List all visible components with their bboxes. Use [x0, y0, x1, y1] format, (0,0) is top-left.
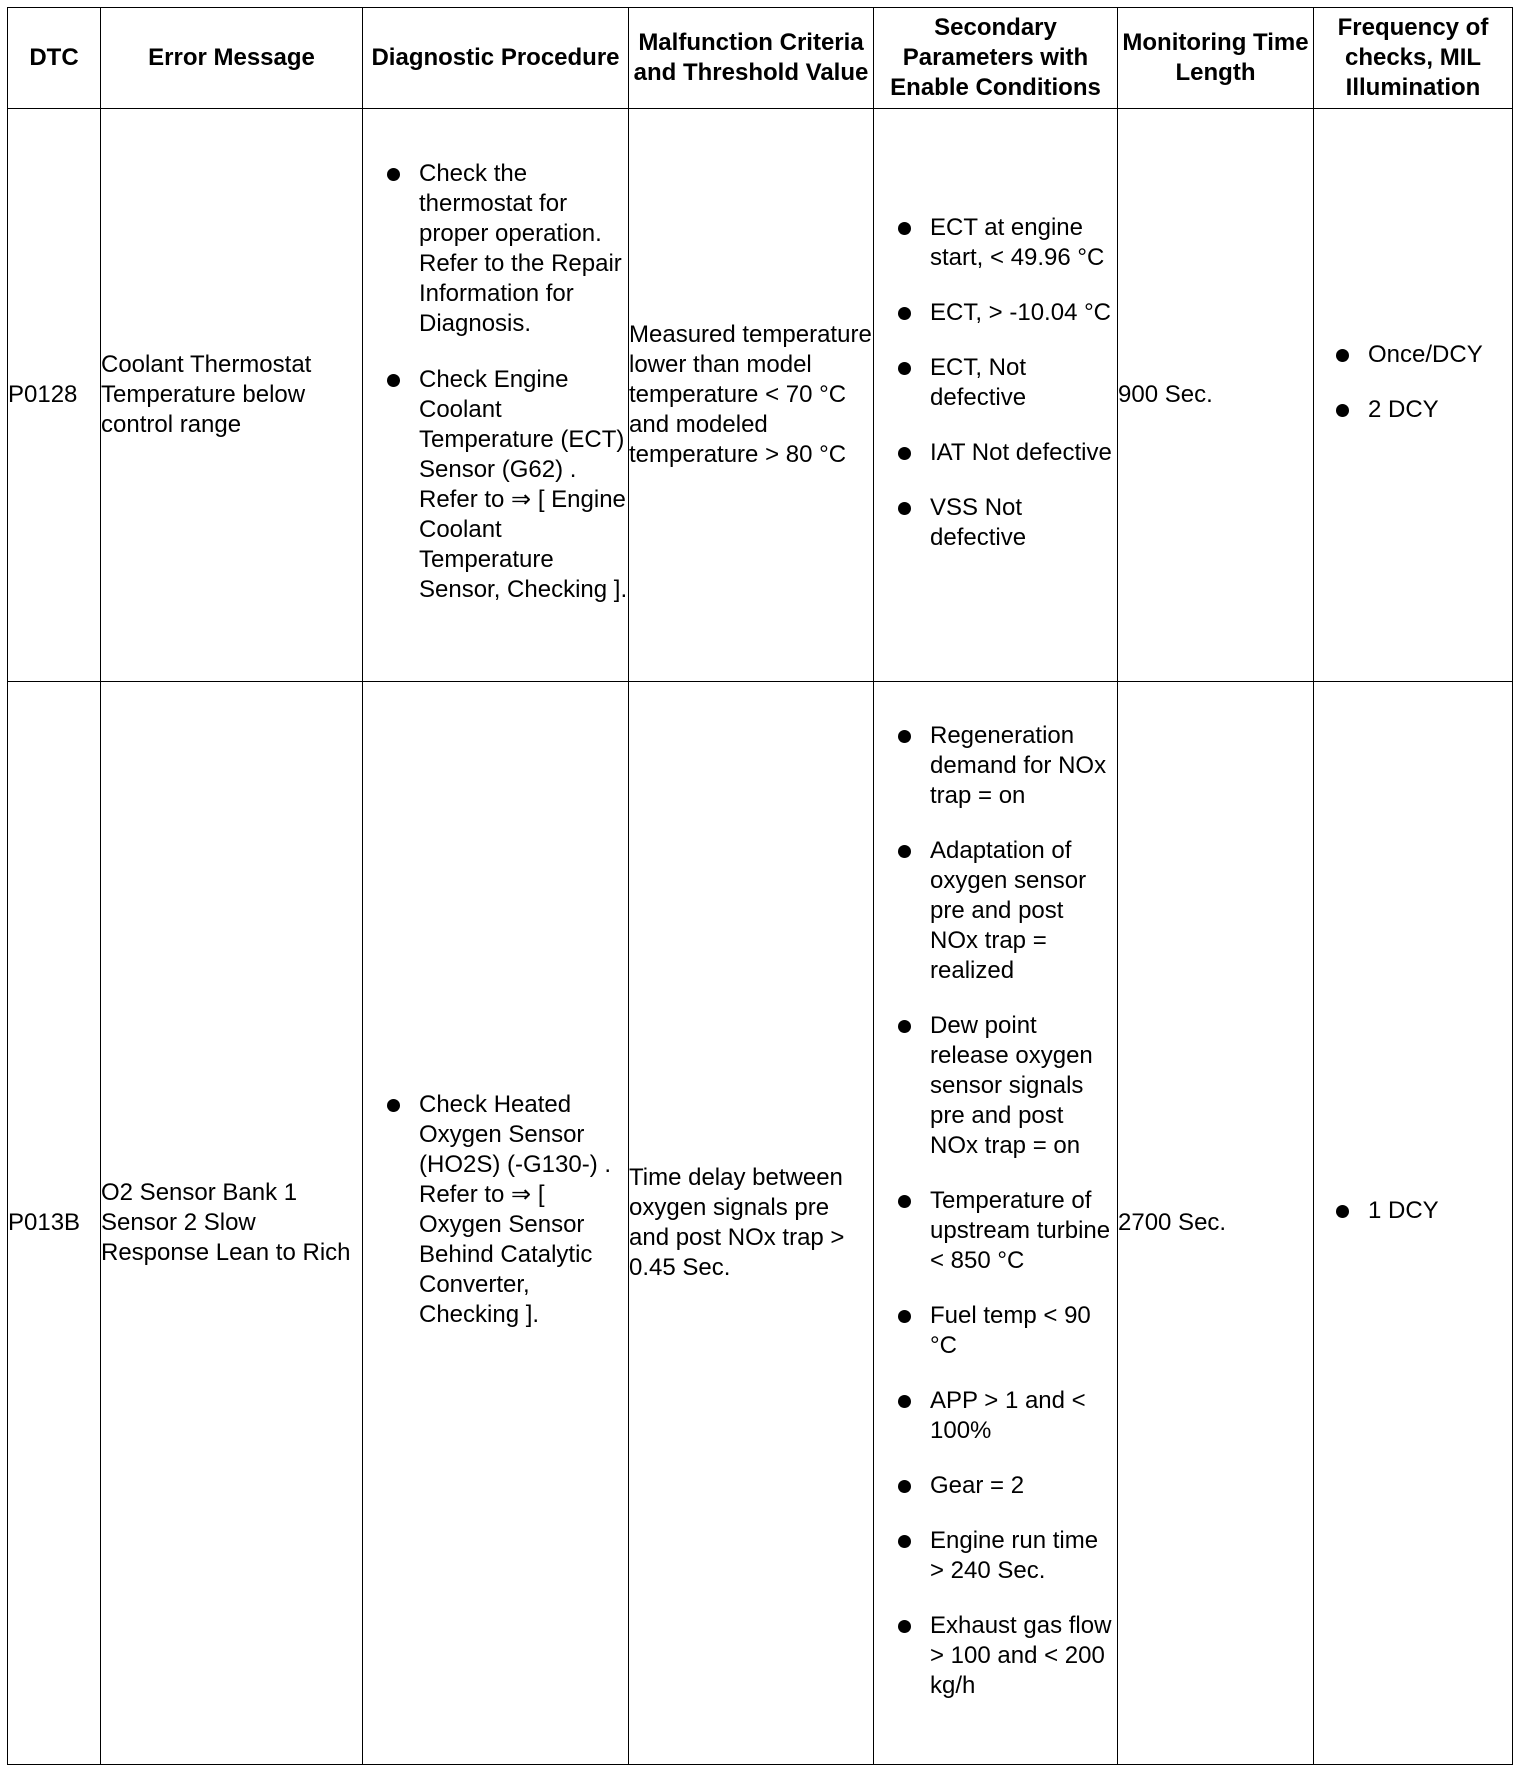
monitoring-time: 900 Sec.: [1118, 109, 1314, 682]
dtc-code: P013B: [8, 682, 101, 1765]
secondary-item: [898, 1011, 1117, 1161]
bullet-icon: [898, 1535, 911, 1548]
header-frequency: Frequency of checks, MIL Illumination: [1314, 8, 1513, 109]
bullet-icon: [898, 1310, 911, 1323]
header-secondary-parameters: Secondary Parameters with Enable Conditions: [874, 8, 1118, 109]
secondary-text: Temperature of upstream turbine < 850 °C: [930, 1186, 1111, 1274]
secondary-item: [898, 1471, 1117, 1501]
frequency: [1314, 109, 1513, 682]
bullet-icon: [1336, 404, 1349, 417]
diagnostic-procedure: [363, 109, 629, 682]
bullet-icon: [898, 1480, 911, 1493]
table-row: [8, 682, 1513, 1765]
frequency-text: 2 DCY: [1368, 396, 1439, 423]
secondary-item: [898, 1186, 1117, 1276]
secondary-text: Regeneration demand for NOx trap = on: [930, 721, 1107, 809]
procedure-list: [363, 159, 628, 605]
error-message: Coolant Thermostat Temperature below control range: [101, 109, 363, 682]
bullet-icon: [898, 1620, 911, 1633]
malfunction-criteria: Time delay between oxygen signals pre and post NOx trap > 0.45 Sec.: [629, 682, 874, 1765]
secondary-item: [898, 1611, 1117, 1701]
secondary-parameters: [874, 682, 1118, 1765]
secondary-text: APP > 1 and < 100%: [930, 1386, 1086, 1444]
bullet-icon: [1336, 1205, 1349, 1218]
frequency-text: Once/DCY: [1368, 341, 1483, 368]
secondary-text: Adaptation of oxygen sensor pre and post NOx trap = realized: [930, 836, 1087, 984]
secondary-text: ECT, > -10.04 °C: [930, 298, 1112, 326]
frequency-text: 1 DCY: [1368, 1196, 1439, 1224]
secondary-item: [898, 353, 1117, 413]
error-message: O2 Sensor Bank 1 Sensor 2 Slow Response Lean to Rich: [101, 682, 363, 1765]
dtc-code: P0128: [8, 109, 101, 682]
bullet-icon: [898, 730, 911, 743]
header-row: [8, 8, 1513, 109]
secondary-item: [898, 721, 1117, 811]
bullet-icon: [898, 1395, 911, 1408]
secondary-item: [898, 836, 1117, 986]
bullet-icon: [898, 447, 911, 460]
secondary-text: ECT, Not defective: [930, 353, 1027, 411]
header-error-message: Error Message: [101, 8, 363, 109]
secondary-text: IAT Not defective: [930, 438, 1112, 466]
secondary-item: [898, 213, 1117, 273]
procedure-item: [387, 159, 628, 339]
diagnostic-procedure: [363, 682, 629, 1765]
frequency-list: [1314, 1196, 1512, 1226]
secondary-item: [898, 493, 1117, 553]
secondary-text: Gear = 2: [930, 1471, 1025, 1499]
bullet-icon: [898, 1020, 911, 1033]
secondary-item: [898, 1386, 1117, 1446]
procedure-list: [363, 1090, 628, 1330]
table-row: [8, 109, 1513, 682]
bullet-icon: [387, 168, 400, 181]
secondary-parameters: [874, 109, 1118, 682]
secondary-item: [898, 1301, 1117, 1361]
secondary-item: [898, 1526, 1117, 1586]
header-dtc: DTC: [8, 8, 101, 109]
procedure-text: Check Heated Oxygen Sensor (HO2S) (-G130-) . Refer to ⇒ [ Oxygen Sensor Behind Catalytic Converter, Checking ].: [419, 1091, 612, 1328]
procedure-text: Check the thermostat for proper operation. Refer to the Repair Information for Diagnosis.: [419, 160, 622, 337]
secondary-text: VSS Not defective: [930, 493, 1027, 551]
bullet-icon: [898, 502, 911, 515]
secondary-text: ECT at engine start, < 49.96 °C: [930, 213, 1105, 271]
dtc-table: [7, 7, 1513, 1765]
secondary-text: Fuel temp < 90 °C: [930, 1301, 1091, 1359]
bullet-icon: [898, 307, 911, 320]
malfunction-criteria: Measured temperature lower than model temperature < 70 °C and modeled temperature > 80 °C: [629, 109, 874, 682]
bullet-icon: [387, 1099, 400, 1112]
procedure-text: Check Engine Coolant Temperature (ECT) Sensor (G62) . Refer to ⇒ [ Engine Coolant Temperature Sensor, Checking ].: [419, 366, 628, 603]
bullet-icon: [387, 374, 400, 387]
bullet-icon: [1336, 349, 1349, 362]
secondary-text: Exhaust gas flow > 100 and < 200 kg/h: [930, 1611, 1112, 1699]
bullet-icon: [898, 362, 911, 375]
secondary-text: Dew point release oxygen sensor signals pre and post NOx trap = on: [930, 1011, 1093, 1159]
procedure-item: [387, 1090, 628, 1330]
frequency: [1314, 682, 1513, 1765]
frequency-list: [1314, 340, 1512, 425]
secondary-text: Engine run time > 240 Sec.: [930, 1526, 1099, 1584]
bullet-icon: [898, 222, 911, 235]
secondary-list: [874, 721, 1117, 1701]
header-diagnostic-procedure: Diagnostic Procedure: [363, 8, 629, 109]
procedure-item: [387, 365, 628, 605]
bullet-icon: [898, 845, 911, 858]
frequency-item: [1336, 340, 1512, 370]
header-monitoring-time: Monitoring Time Length: [1118, 8, 1314, 109]
header-malfunction-criteria: Malfunction Criteria and Threshold Value: [629, 8, 874, 109]
secondary-item: [898, 438, 1117, 468]
frequency-item: [1336, 1196, 1512, 1226]
frequency-item: [1336, 395, 1512, 425]
monitoring-time: 2700 Sec.: [1118, 682, 1314, 1765]
secondary-item: [898, 298, 1117, 328]
secondary-list: [874, 213, 1117, 553]
bullet-icon: [898, 1195, 911, 1208]
